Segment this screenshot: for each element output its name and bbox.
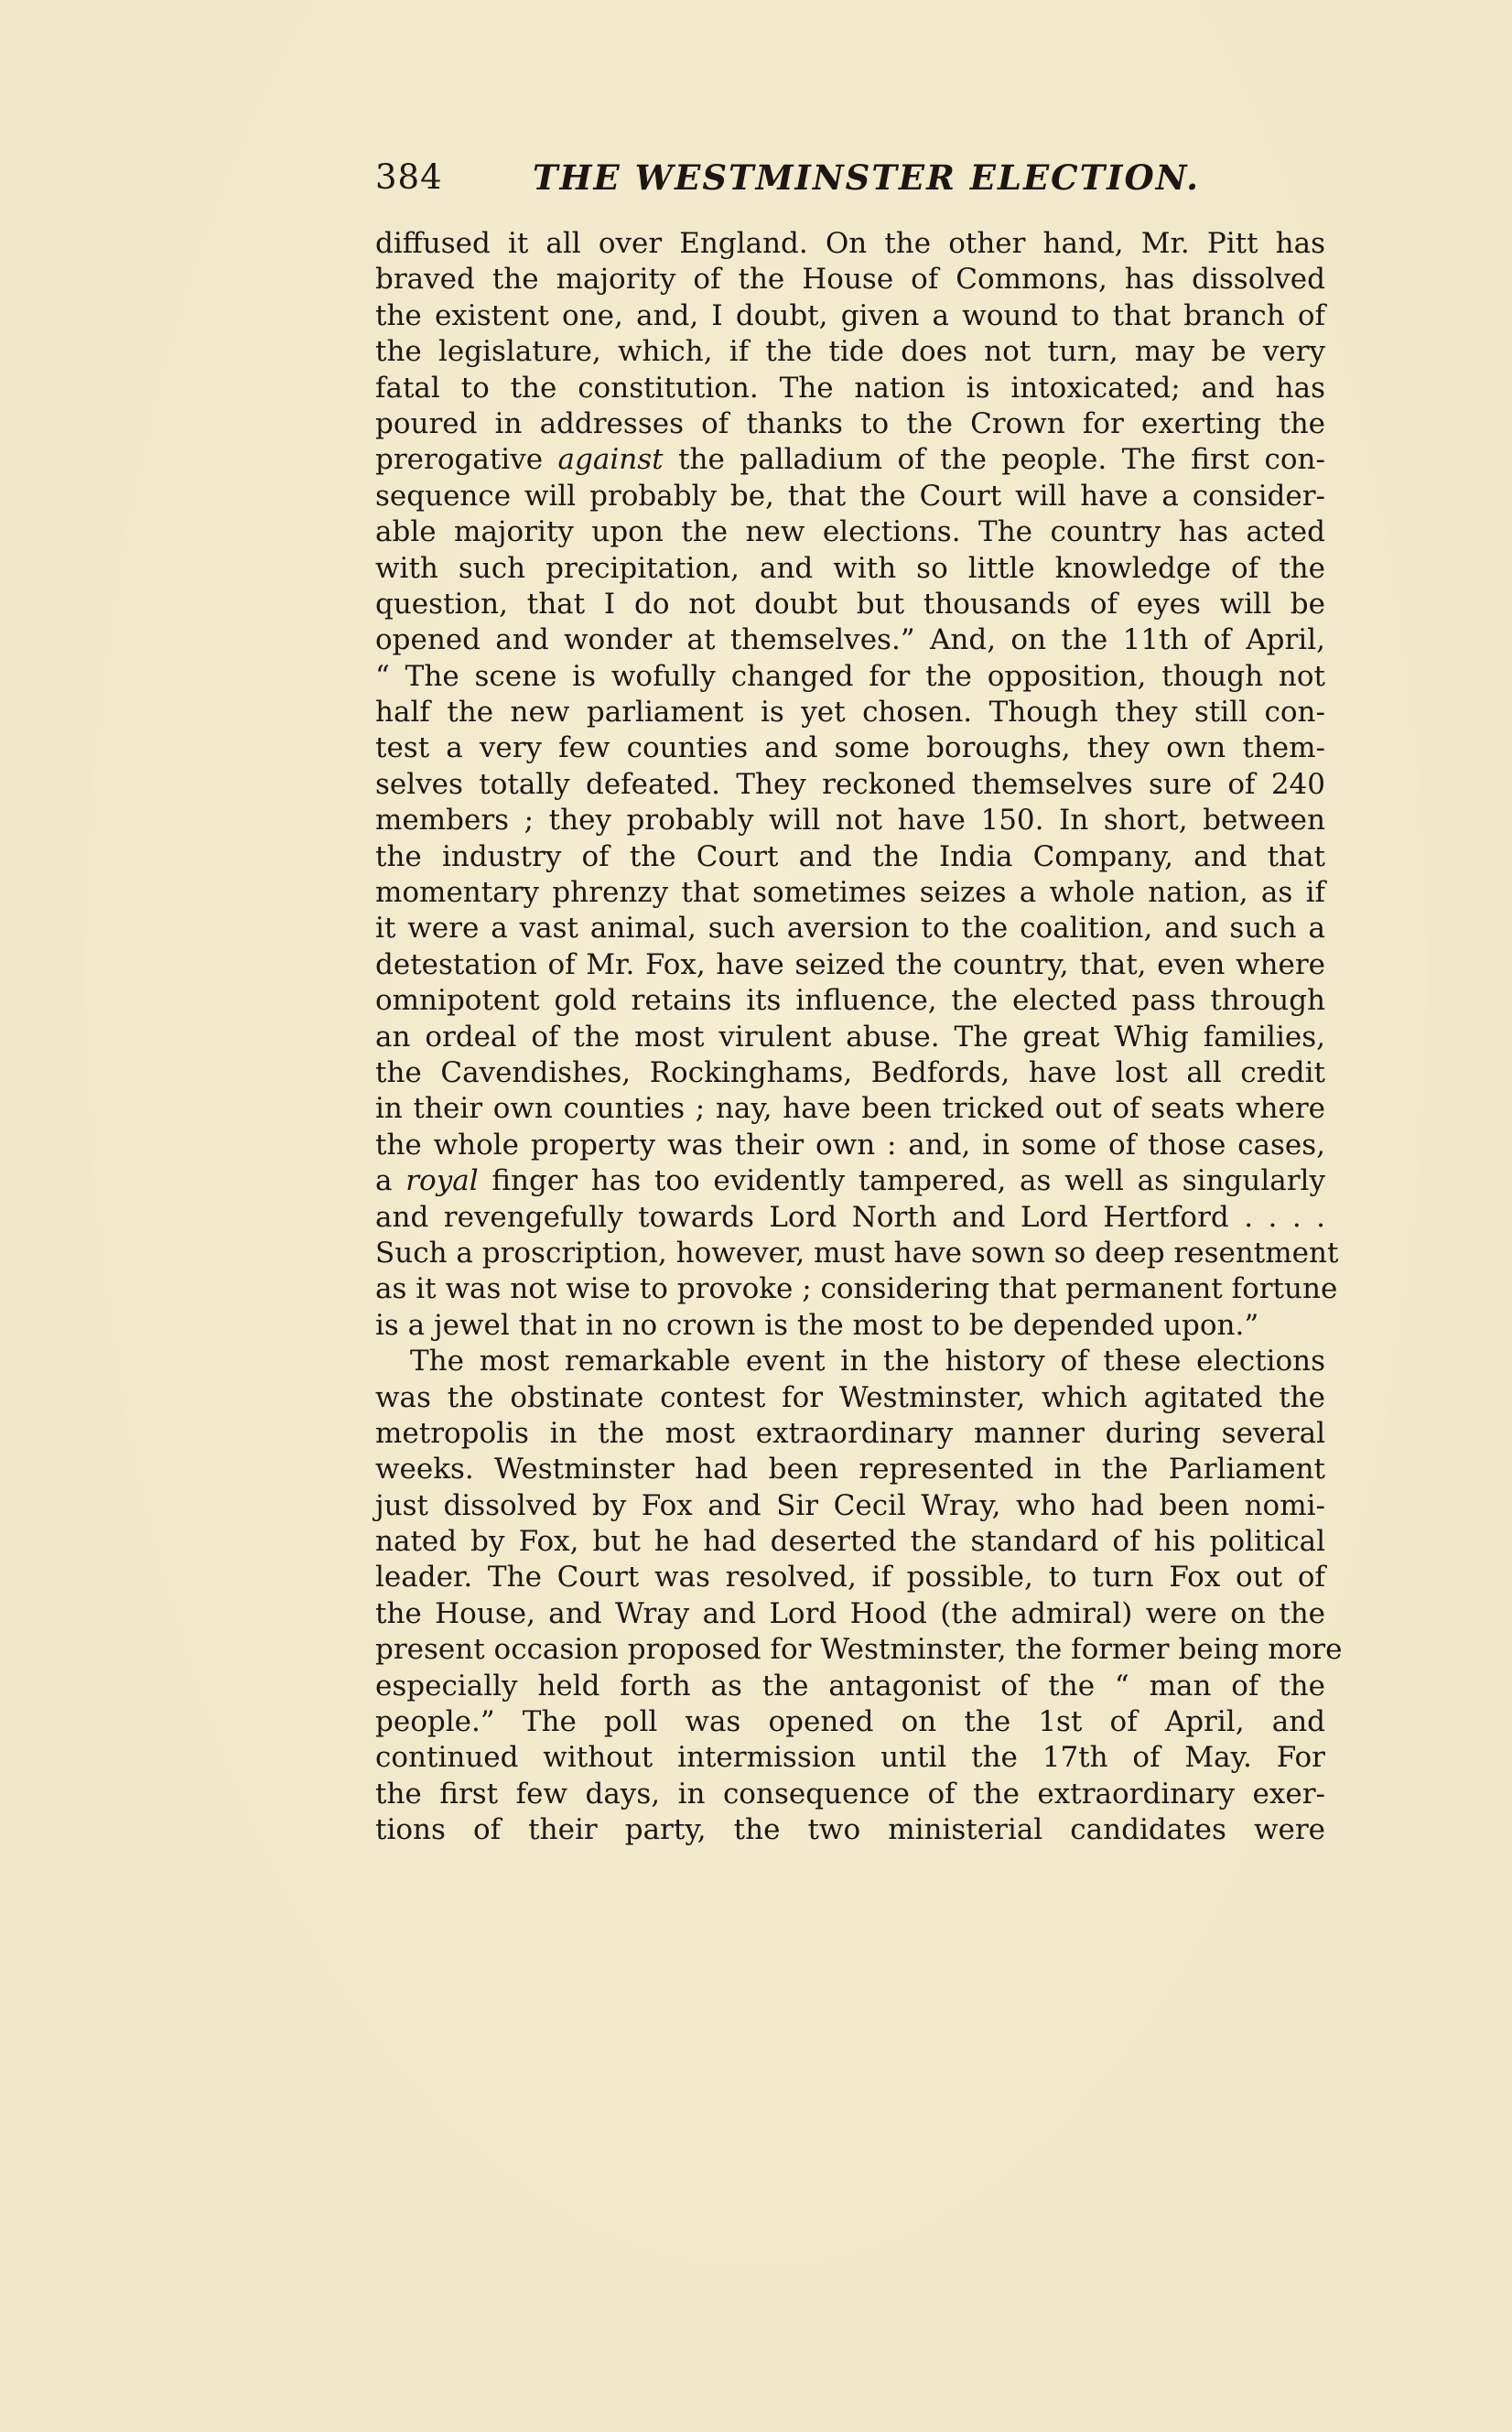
text-line: half the new parliament is yet chosen. Though they still con- <box>375 696 1325 730</box>
italic-word: against <box>557 443 664 477</box>
text-line: the first few days, in consequence of the extraordinary exer- <box>375 1777 1325 1810</box>
text-segment: the palladium of the people. The first con- <box>663 443 1325 477</box>
text-line: and revengefully towards Lord North and Lord Hertford . . . . <box>375 1200 1325 1234</box>
text-line: diffused it all over England. On the other hand, Mr. Pitt has <box>375 227 1325 260</box>
text-line: especially held forth as the antagonist of the “ man of the <box>375 1669 1325 1702</box>
text-line: nated by Fox, but he had deserted the standard of his political <box>375 1525 1325 1559</box>
text-segment: a <box>375 1164 406 1198</box>
text-line: momentary phrenzy that sometimes seizes a whole nation, as if <box>375 876 1325 910</box>
text-line: “ The scene is wofully changed for the opposition, though not <box>375 659 1325 693</box>
text-line: weeks. Westminster had been represented in the Parliament <box>375 1453 1325 1486</box>
text-line: braved the majority of the House of Commons, has dissolved <box>375 263 1325 297</box>
text-line: continued without intermission until the 17th of May. For <box>375 1741 1325 1775</box>
text-line: people.” The poll was opened on the 1st of April, and <box>375 1705 1325 1739</box>
text-segment: finger has too evidently tampered, as well as singularly <box>478 1164 1325 1198</box>
text-line: poured in addresses of thanks to the Crown for exerting the <box>375 406 1325 440</box>
text-line: selves totally defeated. They reckoned themselves sure of 240 <box>375 767 1325 801</box>
page-header <box>375 157 1208 212</box>
text-line: is a jewel that in no crown is the most to be depended upon.” <box>375 1308 1259 1342</box>
text-line: sequence will probably be, that the Court will have a consider- <box>375 479 1325 513</box>
text-line: test a very few counties and some boroughs, they own them- <box>375 731 1325 765</box>
text-line: just dissolved by Fox and Sir Cecil Wray, who had been nomi- <box>375 1488 1325 1522</box>
text-line: members ; they probably will not have 150. In short, between <box>375 804 1325 838</box>
text-line <box>375 442 1325 478</box>
text-line: the existent one, and, I doubt, given a wound to that branch of <box>375 298 1325 332</box>
text-line: question, that I do not doubt but thousands of eyes will be <box>375 587 1325 621</box>
text-line: able majority upon the new elections. The country has acted <box>375 515 1325 549</box>
paragraph-start-line: The most remarkable event in the history of these elections <box>410 1345 1325 1378</box>
text-line: Such a proscription, however, must have sown so deep resentment <box>375 1236 1339 1270</box>
text-line: leader. The Court was resolved, if possible, to turn Fox out of <box>375 1561 1325 1594</box>
text-line <box>375 1163 1325 1199</box>
text-line: in their own counties ; nay, have been tricked out of seats where <box>375 1092 1325 1126</box>
running-title: THE WESTMINSTER ELECTION. <box>533 157 1201 198</box>
text-line: was the obstinate contest for Westminster, which agitated the <box>375 1380 1325 1414</box>
text-line: omnipotent gold retains its influence, the elected pass through <box>375 984 1325 1018</box>
text-line: metropolis in the most extraordinary manner during several <box>375 1416 1325 1450</box>
text-line: present occasion proposed for Westminster, the former being more <box>375 1633 1343 1667</box>
text-line: fatal to the constitution. The nation is intoxicated; and has <box>375 371 1325 405</box>
text-line: opened and wonder at themselves.” And, on the 11th of April, <box>375 623 1325 657</box>
text-segment: prerogative <box>375 443 558 477</box>
text-line: with such precipitation, and with so little knowledge of the <box>375 551 1325 585</box>
text-line: the legislature, which, if the tide does not turn, may be very <box>375 335 1325 369</box>
body-text <box>375 226 1343 1849</box>
text-line: as it was not wise to provoke ; considering that permanent fortune <box>375 1272 1338 1306</box>
text-line: detestation of Mr. Fox, have seized the country, that, even where <box>375 947 1325 981</box>
text-line: the whole property was their own : and, in some of those cases, <box>375 1128 1325 1162</box>
text-line: tions of their party, the two ministerial candidates were <box>375 1813 1325 1847</box>
text-line: the House, and Wray and Lord Hood (the admiral) were on the <box>375 1596 1325 1630</box>
text-line: an ordeal of the most virulent abuse. The great Whig families, <box>375 1020 1325 1054</box>
page-number: 384 <box>375 157 443 197</box>
italic-word: royal <box>405 1164 479 1198</box>
text-line: it were a vast animal, such aversion to the coalition, and such a <box>375 912 1325 946</box>
text-line: the Cavendishes, Rockinghams, Bedfords, have lost all credit <box>375 1055 1325 1089</box>
text-line: the industry of the Court and the India Company, and that <box>375 839 1325 873</box>
